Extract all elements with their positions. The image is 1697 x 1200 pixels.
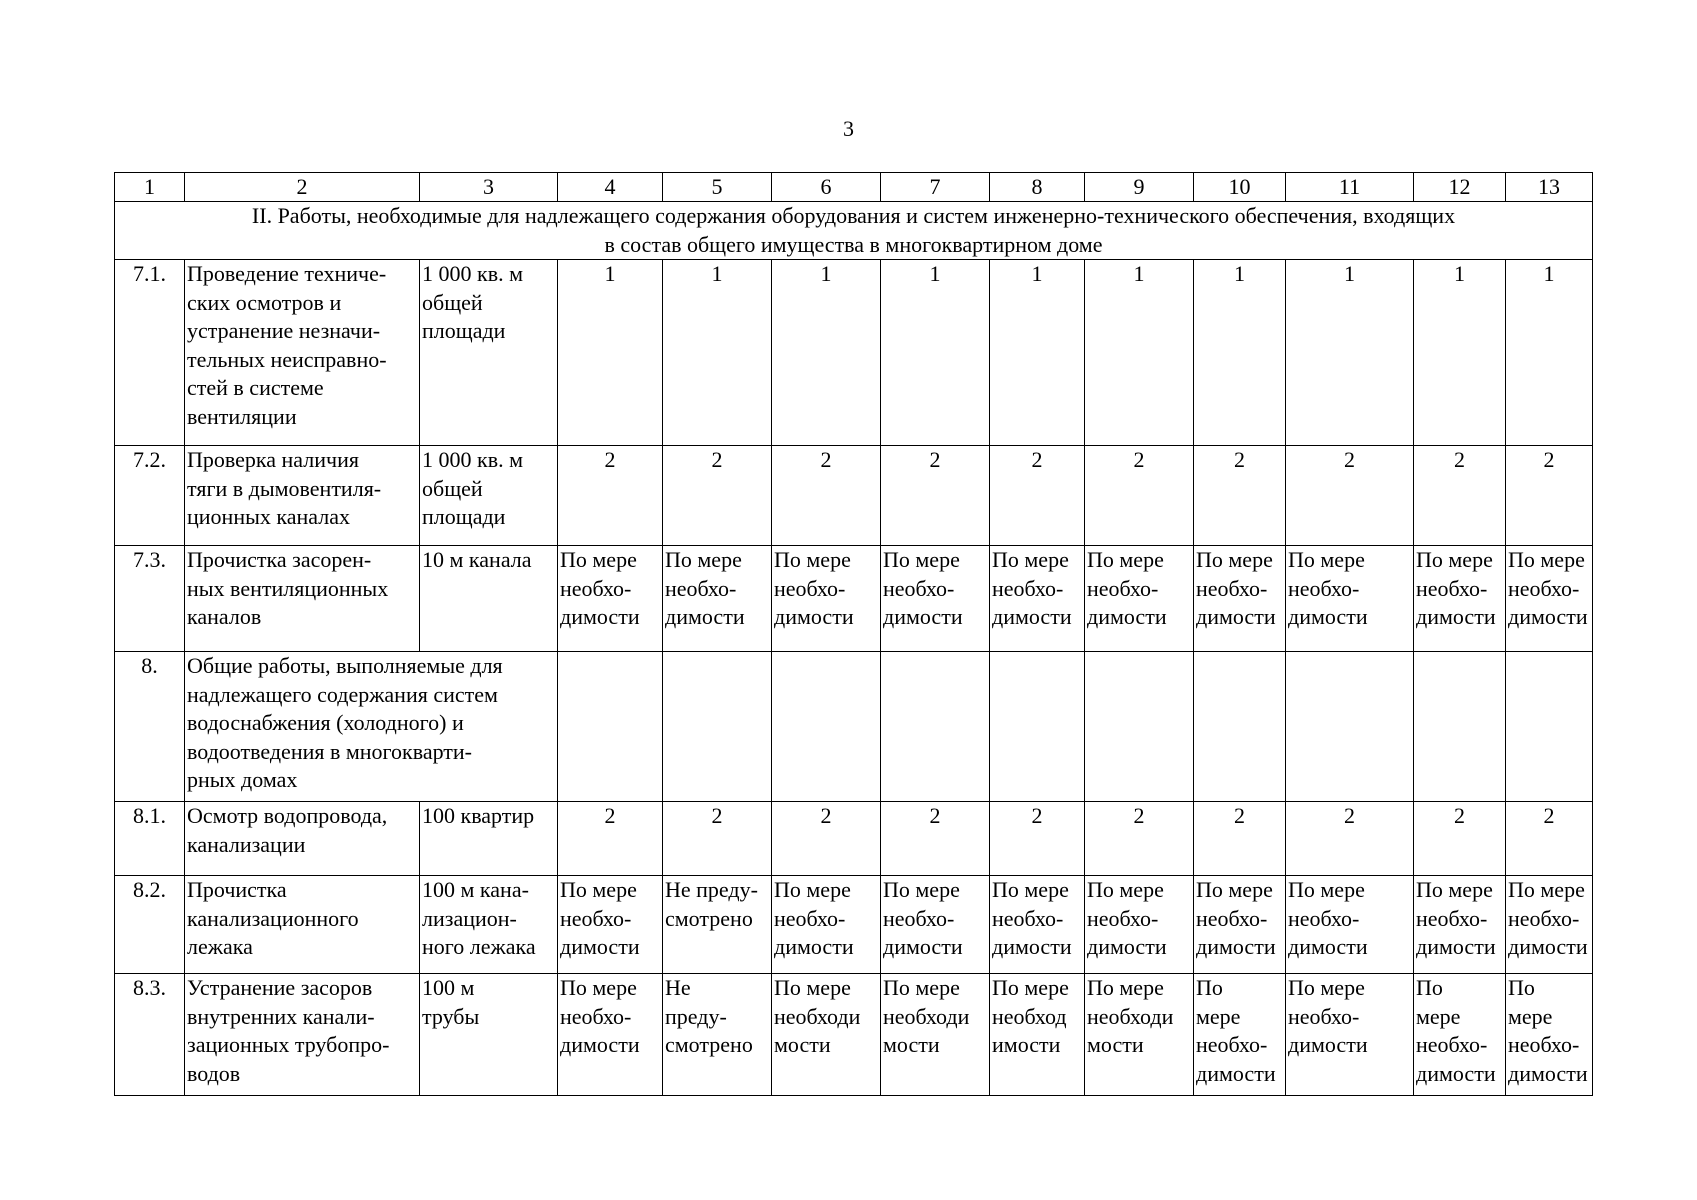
header-col-10: 10 — [1194, 173, 1286, 202]
value-cell-col-5: 2 — [663, 802, 772, 876]
value-cell-col-7: 2 — [881, 446, 990, 546]
value-cell-col-7 — [881, 652, 990, 802]
header-col-4: 4 — [558, 173, 663, 202]
value-cell-col-6 — [772, 652, 881, 802]
table-row — [115, 260, 1593, 446]
row-number: 8.3. — [115, 974, 185, 1096]
header-col-3: 3 — [420, 173, 558, 202]
work-name: Общие работы, выполняемые для надлежащего содержания систем водоснабжения (холодного) и водоотведения в многокварти- рных домах — [185, 652, 558, 802]
value-cell-col-10 — [1194, 652, 1286, 802]
value-cell-col-6: По мере необхо- димости — [772, 546, 881, 652]
header-col-9: 9 — [1085, 173, 1194, 202]
value-cell-col-5: Не преду- смотрено — [663, 876, 772, 974]
value-cell-col-11 — [1286, 652, 1414, 802]
value-cell-col-7: По мере необходи мости — [881, 974, 990, 1096]
unit-cell: 100 м кана- лизацион- ного лежака — [420, 876, 558, 974]
unit-cell: 1 000 кв. м общей площади — [420, 260, 558, 446]
table-row — [115, 974, 1593, 1096]
row-number: 8.1. — [115, 802, 185, 876]
header-col-2: 2 — [185, 173, 420, 202]
value-cell-col-5: 2 — [663, 446, 772, 546]
value-cell-col-7: 1 — [881, 260, 990, 446]
value-cell-col-9: По мере необхо- димости — [1085, 876, 1194, 974]
value-cell-col-8: По мере необхо- димости — [990, 876, 1085, 974]
value-cell-col-4: По мере необхо- димости — [558, 876, 663, 974]
value-cell-col-10: По мере необхо- димости — [1194, 546, 1286, 652]
value-cell-col-4: 2 — [558, 446, 663, 546]
table-row — [115, 546, 1593, 652]
unit-cell: 100 квартир — [420, 802, 558, 876]
work-name: Прочистка засорен- ных вентиляционных каналов — [185, 546, 420, 652]
value-cell-col-4: 1 — [558, 260, 663, 446]
value-cell-col-6: 1 — [772, 260, 881, 446]
header-col-5: 5 — [663, 173, 772, 202]
value-cell-col-5: Не преду- смотрено — [663, 974, 772, 1096]
row-number: 7.3. — [115, 546, 185, 652]
value-cell-col-13: По мере необхо- димости — [1506, 876, 1593, 974]
value-cell-col-10: 2 — [1194, 802, 1286, 876]
table-body — [115, 173, 1593, 1096]
value-cell-col-13: 2 — [1506, 802, 1593, 876]
row-number: 8.2. — [115, 876, 185, 974]
unit-cell: 10 м канала — [420, 546, 558, 652]
value-cell-col-6: 2 — [772, 802, 881, 876]
value-cell-col-4: По мере необхо- димости — [558, 546, 663, 652]
value-cell-col-8 — [990, 652, 1085, 802]
page-number: 3 — [843, 116, 854, 141]
row-number: 7.2. — [115, 446, 185, 546]
unit-cell: 100 м трубы — [420, 974, 558, 1096]
value-cell-col-5: 1 — [663, 260, 772, 446]
table-row — [115, 652, 1593, 802]
value-cell-col-13 — [1506, 652, 1593, 802]
value-cell-col-5: По мере необхо- димости — [663, 546, 772, 652]
value-cell-col-11: По мере необхо- димости — [1286, 876, 1414, 974]
value-cell-col-8: По мере необход имости — [990, 974, 1085, 1096]
value-cell-col-6: 2 — [772, 446, 881, 546]
value-cell-col-8: 1 — [990, 260, 1085, 446]
value-cell-col-4: 2 — [558, 802, 663, 876]
value-cell-col-7: 2 — [881, 802, 990, 876]
header-col-1: 1 — [115, 173, 185, 202]
value-cell-col-9 — [1085, 652, 1194, 802]
value-cell-col-12: 1 — [1414, 260, 1506, 446]
value-cell-col-13: 2 — [1506, 446, 1593, 546]
value-cell-col-12 — [1414, 652, 1506, 802]
unit-cell: 1 000 кв. м общей площади — [420, 446, 558, 546]
value-cell-col-13: По мере необхо- димости — [1506, 546, 1593, 652]
value-cell-col-12: По мере необхо- димости — [1414, 546, 1506, 652]
work-name: Осмотр водопровода, канализации — [185, 802, 420, 876]
value-cell-col-12: 2 — [1414, 446, 1506, 546]
value-cell-col-6: По мере необходи мости — [772, 974, 881, 1096]
header-col-6: 6 — [772, 173, 881, 202]
value-cell-col-10: 2 — [1194, 446, 1286, 546]
value-cell-col-10: По мере необхо- димости — [1194, 876, 1286, 974]
header-row — [115, 173, 1593, 202]
header-col-13: 13 — [1506, 173, 1593, 202]
row-number: 8. — [115, 652, 185, 802]
header-col-11: 11 — [1286, 173, 1414, 202]
value-cell-col-11: 2 — [1286, 446, 1414, 546]
value-cell-col-8: По мере необхо- димости — [990, 546, 1085, 652]
value-cell-col-8: 2 — [990, 802, 1085, 876]
value-cell-col-10: По мере необхо- димости — [1194, 974, 1286, 1096]
value-cell-col-12: По мере необхо- димости — [1414, 876, 1506, 974]
value-cell-col-11: 2 — [1286, 802, 1414, 876]
value-cell-col-4 — [558, 652, 663, 802]
value-cell-col-9: По мере необхо- димости — [1085, 546, 1194, 652]
value-cell-col-7: По мере необхо- димости — [881, 876, 990, 974]
value-cell-col-13: По мере необхо- димости — [1506, 974, 1593, 1096]
header-col-12: 12 — [1414, 173, 1506, 202]
value-cell-col-5 — [663, 652, 772, 802]
section-row — [115, 202, 1593, 260]
value-cell-col-8: 2 — [990, 446, 1085, 546]
value-cell-col-11: 1 — [1286, 260, 1414, 446]
table-row — [115, 446, 1593, 546]
value-cell-col-9: По мере необходи мости — [1085, 974, 1194, 1096]
value-cell-col-9: 2 — [1085, 446, 1194, 546]
work-name: Устранение засоров внутренних канали- зационных трубопро- водов — [185, 974, 420, 1096]
work-name: Проведение техниче- ских осмотров и устранение незначи- тельных неисправно- стей в системе вентиляции — [185, 260, 420, 446]
section-title: II. Работы, необходимые для надлежащего содержания оборудования и систем инженерно-технического обеспечения, входящих в состав общего имущества в многоквартирном доме — [115, 202, 1593, 260]
value-cell-col-7: По мере необхо- димости — [881, 546, 990, 652]
header-col-8: 8 — [990, 173, 1085, 202]
value-cell-col-9: 2 — [1085, 802, 1194, 876]
value-cell-col-13: 1 — [1506, 260, 1593, 446]
value-cell-col-4: По мере необхо- димости — [558, 974, 663, 1096]
value-cell-col-10: 1 — [1194, 260, 1286, 446]
value-cell-col-6: По мере необхо- димости — [772, 876, 881, 974]
value-cell-col-11: По мере необхо- димости — [1286, 546, 1414, 652]
row-number: 7.1. — [115, 260, 185, 446]
header-col-7: 7 — [881, 173, 990, 202]
table-row — [115, 876, 1593, 974]
value-cell-col-9: 1 — [1085, 260, 1194, 446]
work-name: Проверка наличия тяги в дымовентиля- ционных каналах — [185, 446, 420, 546]
table-row — [115, 802, 1593, 876]
value-cell-col-12: 2 — [1414, 802, 1506, 876]
value-cell-col-12: По мере необхо- димости — [1414, 974, 1506, 1096]
work-name: Прочистка канализационного лежака — [185, 876, 420, 974]
works-table — [114, 172, 1593, 1096]
value-cell-col-11: По мере необхо- димости — [1286, 974, 1414, 1096]
